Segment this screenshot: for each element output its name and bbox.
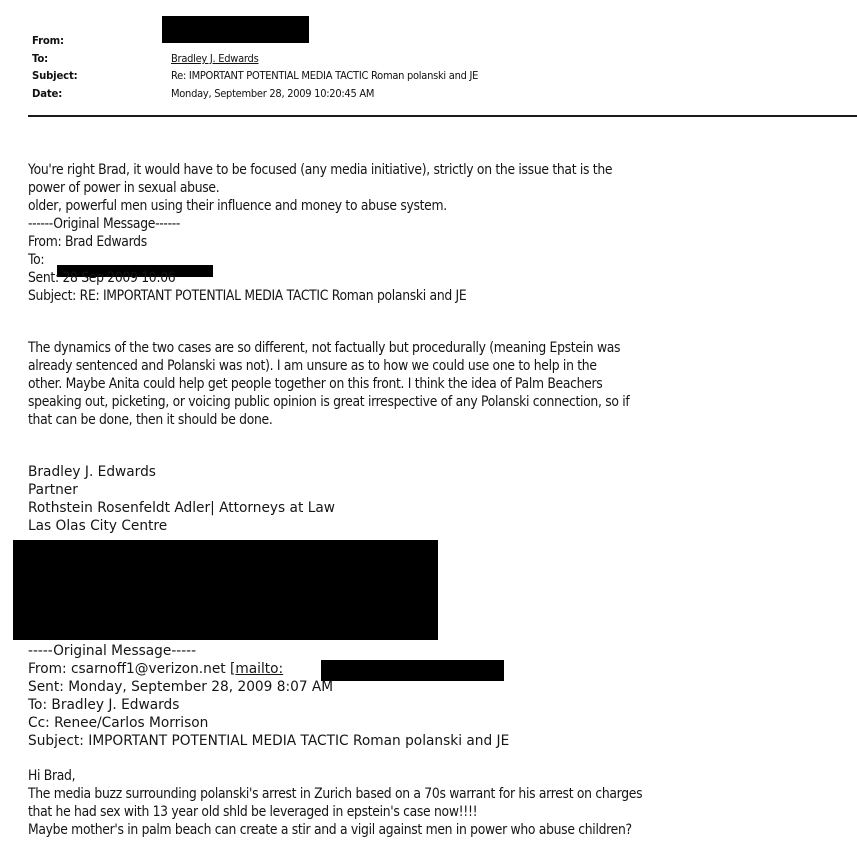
quoted-sent: Sent: 28 Sep 2009 10:06 <box>28 270 176 286</box>
reply-line: You're right Brad, it would have to be focused (any media initiative), strictly on the issue that is the <box>28 162 613 178</box>
signature-location: Las Olas City Centre <box>28 518 168 534</box>
redaction-box-email <box>321 660 504 681</box>
reply-line: power of power in sexual abuse. <box>28 180 220 196</box>
quoted-body-line: other. Maybe Anita could help get people together on this front. I think the idea of Palm Beachers <box>28 376 603 392</box>
signature-name: Bradley J. Edwards <box>28 464 156 480</box>
quoted-from: From: Brad Edwards <box>28 234 147 250</box>
original-message-separator: -----Original Message----- <box>28 643 197 659</box>
mailto-link[interactable]: mailto: <box>235 661 284 677</box>
original-message-separator: ------Original Message------ <box>28 216 181 232</box>
header-divider <box>28 115 857 117</box>
greeting: Hi Brad, <box>28 768 76 784</box>
date-value: Monday, September 28, 2009 10:20:45 AM <box>171 87 375 100</box>
redaction-box-signature <box>13 540 438 640</box>
quoted-from <box>28 660 283 678</box>
quoted-sent: Sent: Monday, September 28, 2009 8:07 AM <box>28 679 334 695</box>
quoted-to: To: Bradley J. Edwards <box>28 697 180 713</box>
date-label: Date: <box>32 87 63 100</box>
quoted-body-line: speaking out, picketing, or voicing public opinion is great irrespective of any Polanski connection, so if <box>28 394 630 410</box>
signature-firm: Rothstein Rosenfeldt Adler| Attorneys at Law <box>28 500 335 516</box>
quoted-body-line: The media buzz surrounding polanski's arrest in Zurich based on a 70s warrant for his arrest on charges <box>28 786 643 802</box>
from-prefix: From: csarnoff1@verizon.net [ <box>28 661 236 677</box>
quoted-body-line: that can be done, then it should be done. <box>28 412 273 428</box>
redaction-box-from <box>162 16 309 43</box>
from-label: From: <box>32 34 64 47</box>
quoted-subject: Subject: RE: IMPORTANT POTENTIAL MEDIA TACTIC Roman polanski and JE <box>28 288 467 304</box>
quoted-body-line: The dynamics of the two cases are so different, not factually but procedurally (meaning Epstein was <box>28 340 621 356</box>
signature-title: Partner <box>28 482 78 498</box>
quoted-subject: Subject: IMPORTANT POTENTIAL MEDIA TACTIC Roman polanski and JE <box>28 733 510 749</box>
quoted-body-line: already sentenced and Polanski was not). I am unsure as to how we could use one to help in the <box>28 358 597 374</box>
subject-value: Re: IMPORTANT POTENTIAL MEDIA TACTIC Roman polanski and JE <box>171 69 479 82</box>
reply-line: older, powerful men using their influence and money to abuse system. <box>28 198 447 214</box>
to-value-link[interactable]: Bradley J. Edwards <box>171 52 259 65</box>
quoted-to: To: <box>28 252 45 268</box>
quoted-body-line: that he had sex with 13 year old shld be leveraged in epstein's case now!!!! <box>28 804 478 820</box>
quoted-body-line: Maybe mother's in palm beach can create a stir and a vigil against men in power who abuse children? <box>28 822 632 838</box>
to-label: To: <box>32 52 49 65</box>
quoted-cc: Cc: Renee/Carlos Morrison <box>28 715 209 731</box>
subject-label: Subject: <box>32 69 78 82</box>
